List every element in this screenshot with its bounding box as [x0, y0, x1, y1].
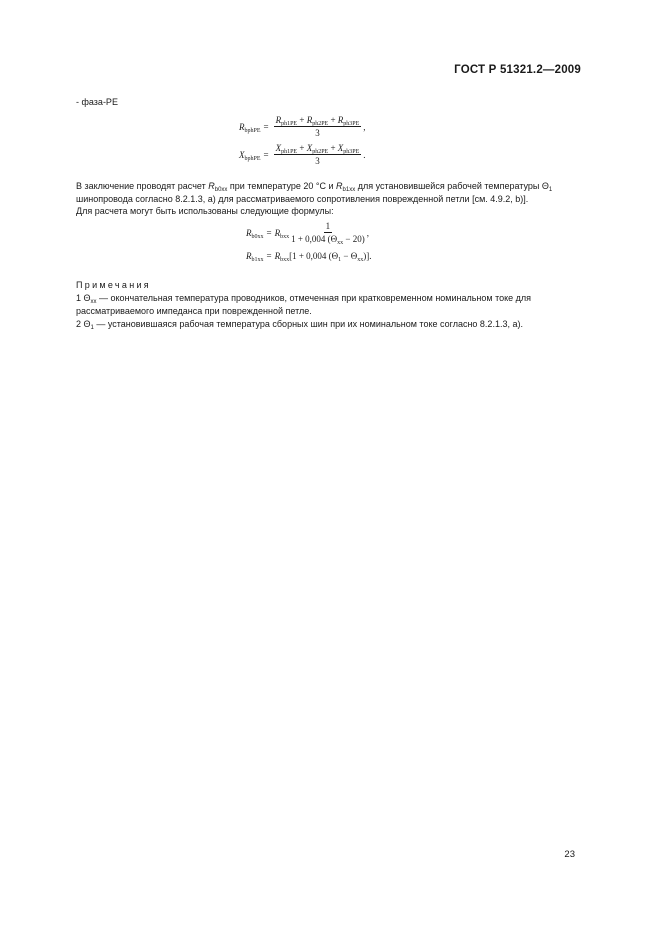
- fraction: [274, 115, 362, 138]
- bullet-item-phase-pe: - фаза-PE: [76, 97, 118, 107]
- note-2: 2 $\Theta_1$ — установившаяся рабочая температура сборных шин при их номинальном токе согласно 8.2.1.3, а).: [76, 319, 523, 331]
- fraction-numerator: $X_{ph1PE} + X_{ph2PE} + X_{ph3PE}$: [275, 143, 360, 155]
- fraction-denominator: 3: [315, 156, 320, 166]
- fraction: [291, 221, 365, 244]
- formula-lhs: $R_{bphPE}$: [239, 121, 261, 134]
- formula-r-b0xx: $R_{b0xx}$ = $R_{bxx}$ $\frac{1}{1 + 0,004 (\Theta_{xx} - 20)}$ ,: [246, 221, 369, 246]
- paragraph-formulas-intro: Для расчета могут быть использованы следующие формулы:: [76, 206, 334, 216]
- fraction: [274, 143, 362, 166]
- paragraph-calculation: В заключение проводят расчет $R_{b0xx}$ при температуре 20 °С и $R_{b1xx}$ для установившейся рабочей температуры $\Theta_1$ шинопровода согласно 8.2.1.3, а) для рассматриваемого сопротивления поврежденной петли [см. 4.9.2, b)].: [76, 181, 553, 204]
- formula-lhs: $X_{bphPE}$: [239, 149, 261, 162]
- fraction-numerator: 1: [325, 221, 331, 231]
- formula-r-b1xx: $R_{b1xx}$ = $R_{bxx}[1 + 0,004$ $(\Theta_1 - \Theta_{xx})$].: [246, 251, 372, 263]
- fraction-numerator: $R_{ph1PE} + R_{ph2PE} + R_{ph3PE}$: [275, 115, 360, 127]
- formula-x-bphpe: $X_{bphPE}$ = $\frac{X_{ph1PE} + X_{ph2PE} + X_{ph3PE}}{3}$ .: [239, 143, 366, 166]
- formula-r-bphpe: $R_{bphPE}$ = $\frac{R_{ph1PE} + R_{ph2PE} + R_{ph3PE}}{3}$ ,: [239, 115, 366, 138]
- document-number-header: ГОСТ Р 51321.2—2009: [454, 64, 581, 76]
- formula-lhs: $R_{b1xx}$: [246, 251, 264, 263]
- page-number: 23: [564, 849, 575, 860]
- notes-title: Примечания: [76, 280, 151, 290]
- formula-lhs: $R_{b0xx}$: [246, 227, 264, 240]
- note-1: 1 $\Theta_{xx}$ — окончательная температура проводников, отмеченная при кратковременном номинальном токе для рассматриваемого импеданса при поврежденной петле.: [76, 293, 532, 316]
- fraction-denominator: 1 + 0,004 $(\Theta_{xx} - 20)$: [291, 234, 365, 246]
- fraction-denominator: 3: [315, 128, 320, 138]
